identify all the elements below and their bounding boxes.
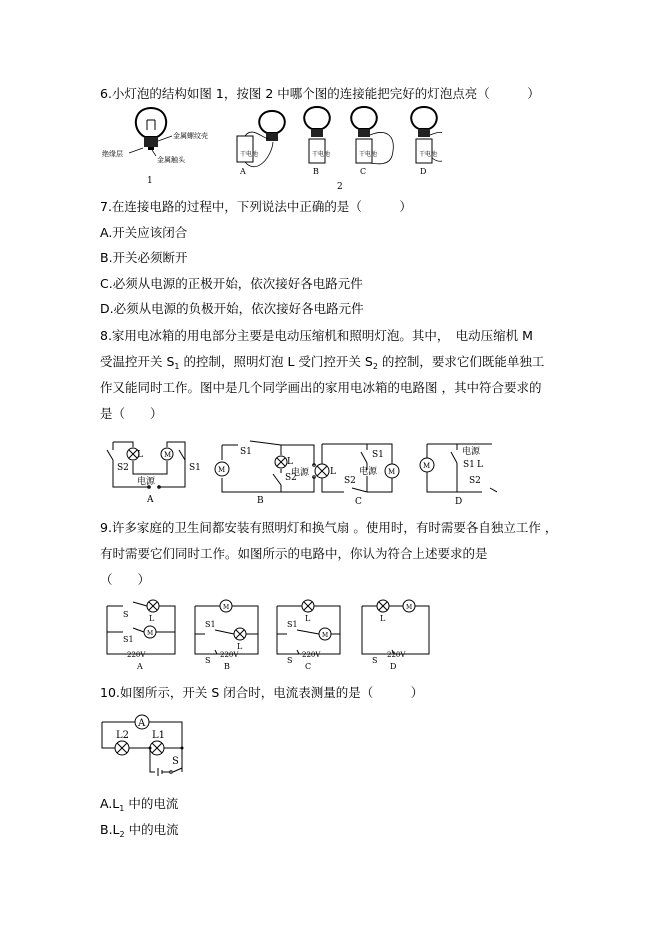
svg-text:干电池: 干电池	[312, 151, 331, 158]
fig1-bulb-icon	[136, 108, 166, 150]
fig1-label-insulation: 绝缘层	[102, 150, 123, 158]
svg-text:干电池: 干电池	[359, 151, 378, 158]
svg-text:L: L	[149, 614, 155, 623]
svg-text:L1: L1	[152, 730, 166, 741]
q7-option-c: C.必须从电源的正极开始，依次接好各电路元件	[100, 276, 363, 291]
svg-text:L: L	[237, 642, 243, 651]
svg-text:电源: 电源	[137, 477, 156, 487]
q8-line-3: 作又能同时工作。图中是几个同学画出的家用电冰箱的电路图 ，其中符合要求的	[100, 380, 542, 395]
q9-label-a: A	[137, 662, 143, 671]
fig2-label-a: A	[240, 167, 246, 176]
svg-text:L2: L2	[116, 730, 130, 741]
q9-line-1: 9.许多家庭的卫生间都安装有照明灯和换气扇 。使用时，有时需要各自独立工作 ，	[100, 520, 558, 535]
fig2-option-d	[411, 107, 442, 176]
svg-text:M: M	[423, 462, 431, 470]
fig2-option-c	[351, 107, 393, 176]
q7-option-d: D.必须从电源的负极开始，依次接好各电路元件	[100, 301, 364, 316]
svg-text:L: L	[137, 450, 143, 460]
fig2-option-b	[304, 107, 330, 176]
svg-text:S1: S1	[189, 463, 201, 473]
q10-option-a: $A.L_1$ 中的电流	[100, 796, 179, 813]
svg-text:S: S	[372, 656, 378, 665]
svg-text:电源: 电源	[291, 468, 310, 478]
svg-text:220V: 220V	[220, 651, 239, 659]
svg-text:S: S	[287, 656, 293, 665]
q9-line-2: 有时需要它们同时工作。如图所示的电路中，你认为符合上述要求的是	[100, 546, 488, 561]
q9-figure	[97, 594, 442, 674]
fig1-label-contact: 金属触头	[157, 156, 185, 164]
svg-text:M: M	[147, 630, 154, 637]
svg-text:M: M	[223, 604, 230, 611]
q7-stem: 7.在连接电路的过程中，下列说法中正确的是（ ）	[100, 199, 412, 214]
svg-text:S: S	[205, 656, 211, 665]
svg-text:干电池: 干电池	[419, 151, 438, 158]
q7-option-b: B.开关必须断开	[100, 250, 188, 265]
fig1-label-shell: 金属螺纹壳	[173, 132, 208, 140]
svg-text:M: M	[164, 451, 172, 459]
q8-figure	[97, 430, 497, 510]
svg-text:M: M	[218, 466, 226, 474]
q10-option-b: $B.L_2$ 中的电流	[100, 822, 179, 839]
svg-text:L: L	[477, 460, 483, 470]
q8-line-2: 受温控开关 $S_1$ 的控制，照明灯泡 L 受门控开关 $S_2$ 的控制，要求它们既能单独工	[100, 354, 545, 371]
q9-label-c: C	[305, 662, 312, 671]
q6-stem: 6.小灯泡的结构如图 1，按图 2 中哪个图的连接能把完好的灯泡点亮（ ）	[100, 86, 540, 101]
q10-figure	[98, 708, 198, 780]
svg-text:S: S	[172, 756, 179, 767]
q8-label-a: A	[147, 495, 154, 505]
svg-text:M: M	[322, 632, 329, 639]
svg-text:电源: 电源	[359, 467, 378, 477]
svg-text:S1: S1	[205, 620, 216, 629]
q8-label-d: D	[455, 497, 463, 507]
svg-text:S2: S2	[117, 463, 129, 473]
ammeter-icon: A	[138, 718, 146, 729]
fig2-caption: 2	[337, 182, 343, 192]
svg-text:L: L	[305, 614, 311, 623]
svg-text:L: L	[330, 467, 336, 477]
svg-text:干电池: 干电池	[240, 151, 259, 158]
q8-label-b: B	[257, 496, 264, 506]
svg-text:M: M	[406, 604, 413, 611]
svg-text:S2: S2	[285, 473, 297, 483]
svg-text:S1: S1	[287, 620, 298, 629]
q9-label-b: B	[224, 662, 230, 671]
svg-text:220V: 220V	[127, 651, 146, 659]
q8-line-4: 是（ ）	[100, 406, 163, 421]
fig2-label-c: C	[360, 167, 367, 176]
q7-option-a: A.开关应该闭合	[100, 225, 188, 240]
q8-label-c: C	[355, 497, 362, 507]
q9-line-3: （ ）	[100, 572, 151, 587]
svg-text:220V: 220V	[387, 651, 406, 659]
fig2-label-b: B	[313, 167, 319, 176]
svg-text:S1: S1	[372, 450, 384, 460]
svg-text:S: S	[123, 610, 129, 619]
svg-text:S2: S2	[469, 476, 481, 486]
svg-text:S1: S1	[123, 635, 134, 644]
q10-stem: 10.如图所示，开关 S 闭合时，电流表测量的是（ ）	[100, 685, 424, 700]
q8-line-1: 8.家用电冰箱的用电部分主要是电动压缩机和照明灯泡。其中， 电动压缩机 M	[100, 328, 533, 343]
svg-text:M: M	[388, 468, 396, 476]
svg-text:220V: 220V	[302, 651, 321, 659]
q9-label-d: D	[390, 662, 397, 671]
svg-text:S1: S1	[240, 447, 252, 457]
svg-text:S2: S2	[344, 476, 356, 486]
svg-text:L: L	[380, 614, 386, 623]
fig1-caption: 1	[147, 176, 153, 186]
svg-text:S1: S1	[463, 460, 475, 470]
svg-text:L: L	[287, 457, 293, 467]
svg-text:电源: 电源	[462, 447, 481, 457]
q6-figure	[97, 106, 442, 192]
fig2-option-a	[237, 111, 285, 176]
fig2-label-d: D	[420, 167, 427, 176]
